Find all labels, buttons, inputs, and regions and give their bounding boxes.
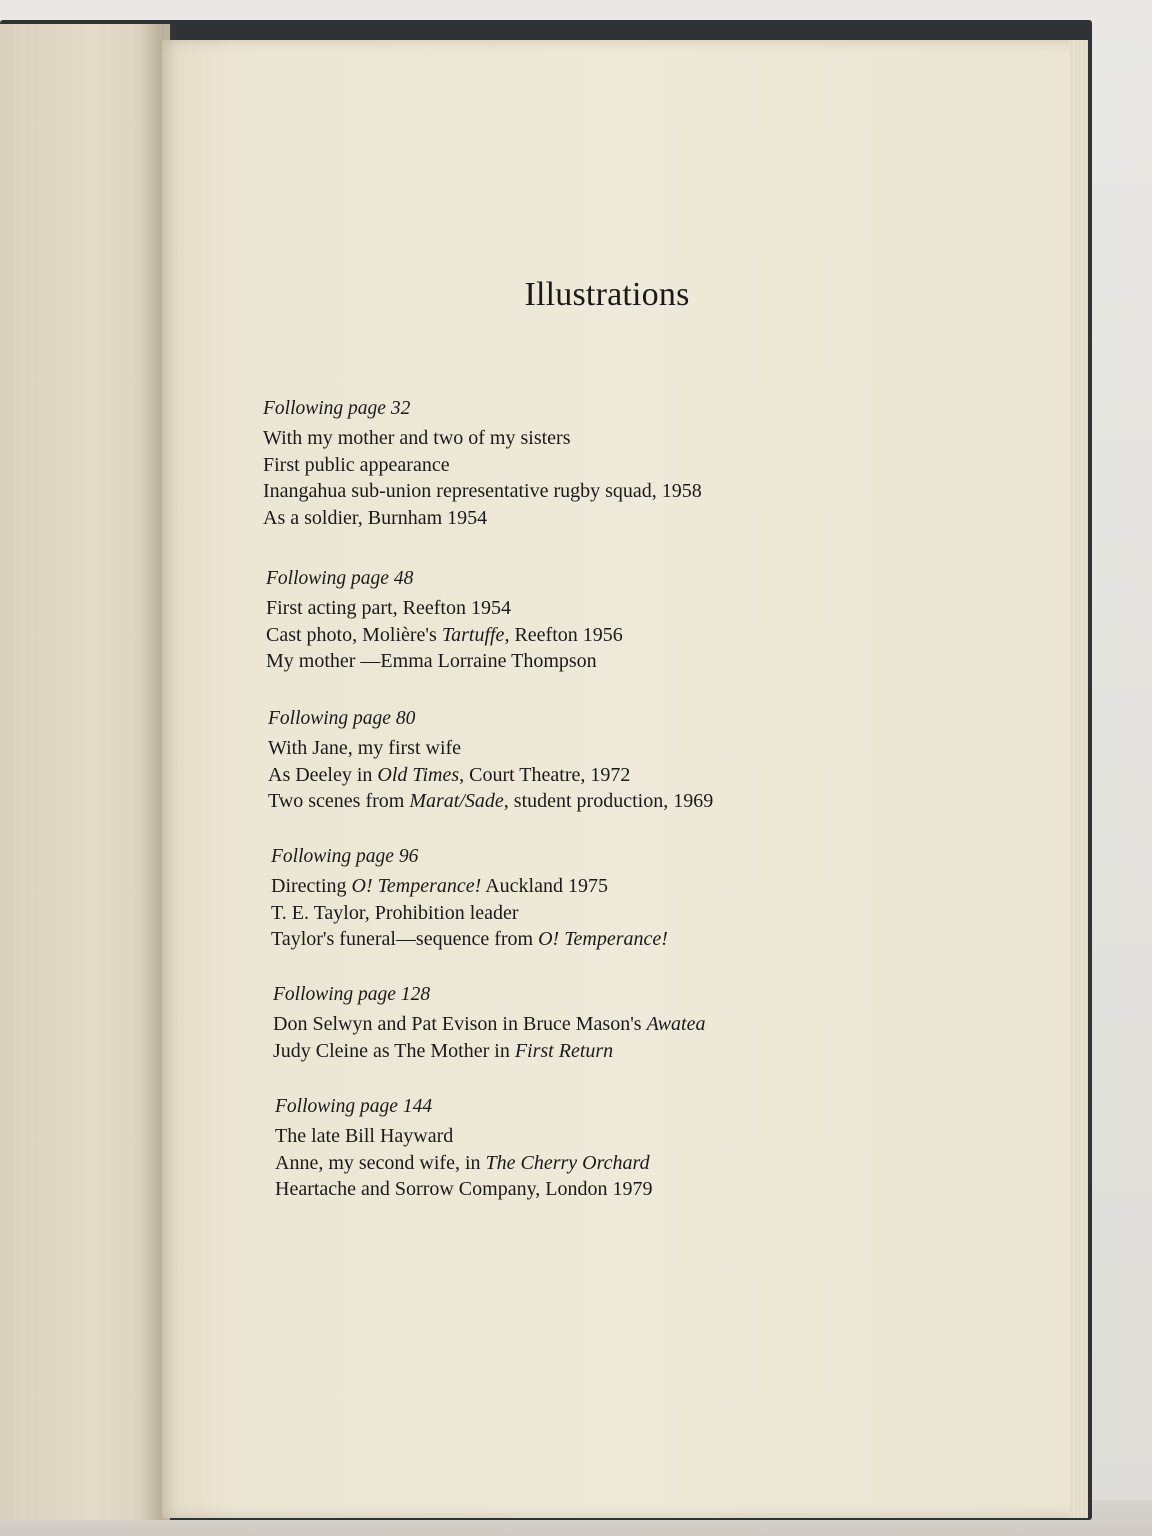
illustration-entry <box>273 1038 705 1065</box>
work-title: Tartuffe <box>441 623 505 646</box>
illustration-section <box>266 566 623 675</box>
illustration-section <box>268 706 713 815</box>
entry-text: Two scenes from <box>268 790 410 812</box>
work-title: The Cherry Orchard <box>485 1151 650 1174</box>
work-title: Old Times <box>377 763 460 786</box>
entry-text: With my mother and two of my sisters <box>263 427 571 449</box>
illustration-section <box>275 1094 653 1203</box>
entry-text: , Court Theatre, 1972 <box>459 763 631 786</box>
section-heading: Following page 32 <box>263 398 411 419</box>
entry-text: The late Bill Hayward <box>275 1125 454 1147</box>
illustration-entry <box>263 425 702 452</box>
illustration-entry <box>263 505 702 532</box>
entry-text: As a soldier, Burnham 1954 <box>263 506 488 529</box>
entry-text: Auckland 1975 <box>481 875 608 897</box>
illustration-section <box>263 396 702 531</box>
illustration-entry <box>271 873 668 900</box>
illustration-entry <box>273 1011 705 1038</box>
page-title: Illustrations <box>524 276 690 313</box>
section-heading: Following page 48 <box>266 568 414 589</box>
entry-text: Taylor's funeral—sequence from <box>271 928 539 950</box>
illustration-entry <box>266 622 623 649</box>
illustration-entry <box>275 1123 653 1150</box>
illustration-entry <box>275 1150 653 1177</box>
section-heading: Following page 128 <box>273 984 431 1005</box>
entry-text: As Deeley in <box>268 763 378 786</box>
work-title: O! Temperance! <box>351 875 482 897</box>
illustration-entry <box>266 595 623 622</box>
entry-text: Judy Cleine as The Mother in <box>273 1039 515 1062</box>
illustration-entry <box>268 788 713 815</box>
entry-text: , Reefton 1956 <box>504 623 623 646</box>
entry-text: My mother —Emma Lorraine Thompson <box>266 650 597 672</box>
illustration-entry <box>268 735 713 762</box>
work-title: First Return <box>514 1039 614 1062</box>
entry-text: Don Selwyn and Pat Evison in Bruce Mason's <box>273 1013 647 1035</box>
entry-text: Anne, my second wife, in <box>275 1151 486 1174</box>
entry-text: First public appearance <box>263 453 450 476</box>
work-title: Awatea <box>646 1013 706 1035</box>
illustration-entry <box>268 762 713 789</box>
work-title: Marat/Sade <box>409 790 504 812</box>
illustration-entry <box>275 1176 653 1203</box>
illustration-section <box>271 844 668 953</box>
entry-text: Directing <box>271 875 352 897</box>
entry-text: , student production, 1969 <box>503 790 714 812</box>
entry-text: Heartache and Sorrow Company, London 1979 <box>275 1178 653 1200</box>
section-heading: Following page 144 <box>275 1096 433 1117</box>
section-heading: Following page 96 <box>271 846 419 867</box>
entry-text: T. E. Taylor, Prohibition leader <box>271 901 519 924</box>
illustration-section <box>273 982 705 1064</box>
entry-text: Inangahua sub-union representative rugby squad, 1958 <box>263 480 702 502</box>
section-heading: Following page 80 <box>268 708 416 729</box>
illustration-entry <box>263 452 702 479</box>
illustration-entry <box>271 926 668 953</box>
illustration-entry <box>266 648 623 675</box>
work-title: O! Temperance! <box>538 928 668 950</box>
entry-text: Cast photo, Molière's <box>266 623 442 646</box>
illustration-entry <box>271 900 668 927</box>
entry-text: With Jane, my first wife <box>268 737 462 759</box>
illustration-entry <box>263 478 702 505</box>
entry-text: First acting part, Reefton 1954 <box>266 597 511 619</box>
